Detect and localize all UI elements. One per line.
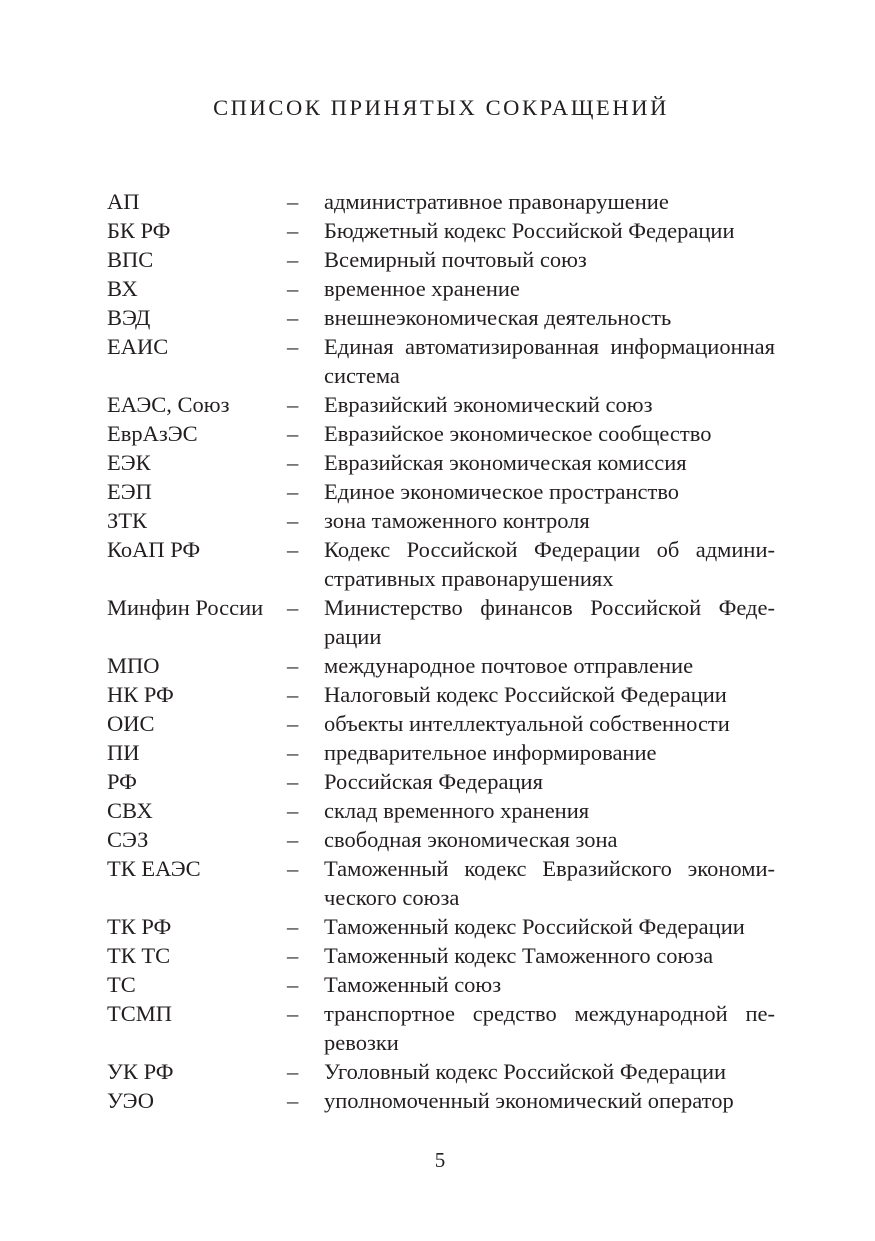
abbreviation-term: ТСМП bbox=[107, 1001, 173, 1026]
abbreviation-definition: предварительное информирование bbox=[324, 740, 657, 765]
abbreviation-term: ЗТК bbox=[107, 508, 148, 533]
abbreviation-term: ЕАИС bbox=[107, 334, 169, 359]
abbreviation-dash: – bbox=[287, 276, 299, 301]
abbreviation-dash: – bbox=[287, 711, 299, 736]
abbreviation-definition: уполномоченный экономический оператор bbox=[324, 1088, 734, 1113]
abbreviation-term: ТС bbox=[107, 972, 136, 997]
abbreviation-definition: Министерство финансов Российской Федерации bbox=[324, 595, 775, 649]
abbreviation-term: ТК РФ bbox=[107, 914, 172, 939]
abbreviation-term: БК РФ bbox=[107, 218, 171, 243]
abbreviation-definition: Таможенный кодекс Евразийского экономического союза bbox=[324, 856, 775, 910]
abbreviation-dash: – bbox=[287, 247, 299, 272]
abbreviation-term: ЕЭК bbox=[107, 450, 151, 475]
abbreviation-definition: внешнеэкономическая деятельность bbox=[324, 305, 672, 330]
abbreviation-row bbox=[107, 680, 775, 709]
abbreviation-dash: – bbox=[287, 421, 299, 446]
abbreviation-definition: Евразийский экономический союз bbox=[324, 392, 653, 417]
abbreviation-term: МПО bbox=[107, 653, 160, 678]
abbreviation-term: НК РФ bbox=[107, 682, 174, 707]
abbreviation-row bbox=[107, 274, 775, 303]
abbreviation-term: КоАП РФ bbox=[107, 537, 201, 562]
abbreviation-row bbox=[107, 796, 775, 825]
abbreviation-term: УЭО bbox=[107, 1088, 155, 1113]
abbreviation-definition: временное хранение bbox=[324, 276, 520, 301]
abbreviation-definition: Бюджетный кодекс Российской Федерации bbox=[324, 218, 735, 243]
abbreviation-row bbox=[107, 187, 775, 216]
abbreviation-term: СЭЗ bbox=[107, 827, 149, 852]
abbreviation-row bbox=[107, 970, 775, 999]
abbreviation-dash: – bbox=[287, 595, 299, 620]
abbreviation-term: СВХ bbox=[107, 798, 153, 823]
abbreviation-definition: Таможенный союз bbox=[324, 972, 502, 997]
abbreviation-row bbox=[107, 506, 775, 535]
abbreviation-term: ВПС bbox=[107, 247, 154, 272]
abbreviation-definition: транспортное средство международной перевозки bbox=[324, 1001, 775, 1055]
abbreviation-dash: – bbox=[287, 914, 299, 939]
abbreviation-dash: – bbox=[287, 537, 299, 562]
abbreviation-row bbox=[107, 825, 775, 854]
abbreviation-definition: Евразийская экономическая комиссия bbox=[324, 450, 687, 475]
abbreviation-dash: – bbox=[287, 1001, 299, 1026]
abbreviation-dash: – bbox=[287, 305, 299, 330]
abbreviation-dash: – bbox=[287, 334, 299, 359]
abbreviation-dash: – bbox=[287, 798, 299, 823]
abbreviation-row bbox=[107, 419, 775, 448]
abbreviation-list bbox=[107, 187, 775, 1115]
abbreviation-row bbox=[107, 1057, 775, 1086]
abbreviation-dash: – bbox=[287, 189, 299, 214]
abbreviation-term: ТК ТС bbox=[107, 943, 171, 968]
abbreviation-term: ЕЭП bbox=[107, 479, 152, 504]
abbreviation-definition: Кодекс Российской Федерации об административных правонарушениях bbox=[324, 537, 775, 591]
abbreviation-row bbox=[107, 912, 775, 941]
abbreviation-row bbox=[107, 332, 775, 390]
abbreviation-row bbox=[107, 535, 775, 593]
abbreviation-term: ПИ bbox=[107, 740, 140, 765]
abbreviation-row bbox=[107, 999, 775, 1057]
abbreviation-definition: Евразийское экономическое сообщество bbox=[324, 421, 712, 446]
abbreviation-dash: – bbox=[287, 508, 299, 533]
abbreviation-dash: – bbox=[287, 972, 299, 997]
abbreviation-definition: Таможенный кодекс Таможенного союза bbox=[324, 943, 714, 968]
abbreviation-dash: – bbox=[287, 856, 299, 881]
abbreviation-term: ВХ bbox=[107, 276, 138, 301]
abbreviation-dash: – bbox=[287, 1059, 299, 1084]
abbreviation-row bbox=[107, 767, 775, 796]
abbreviation-dash: – bbox=[287, 682, 299, 707]
abbreviation-dash: – bbox=[287, 827, 299, 852]
abbreviation-dash: – bbox=[287, 392, 299, 417]
abbreviation-row bbox=[107, 709, 775, 738]
page-number: 5 bbox=[434, 1148, 446, 1172]
abbreviation-term: ЕАЭС, Союз bbox=[107, 392, 230, 417]
abbreviation-row bbox=[107, 593, 775, 651]
abbreviation-definition: Всемирный почтовый союз bbox=[324, 247, 587, 272]
abbreviation-definition: свободная экономическая зона bbox=[324, 827, 618, 852]
abbreviation-term: ТК ЕАЭС bbox=[107, 856, 201, 881]
abbreviation-definition: международное почтовое отправление bbox=[324, 653, 694, 678]
abbreviation-term: УК РФ bbox=[107, 1059, 174, 1084]
abbreviation-dash: – bbox=[287, 450, 299, 475]
abbreviation-row bbox=[107, 216, 775, 245]
abbreviation-definition: Уголовный кодекс Российской Федерации bbox=[324, 1059, 727, 1084]
abbreviation-row bbox=[107, 738, 775, 767]
abbreviation-row bbox=[107, 1086, 775, 1115]
abbreviation-dash: – bbox=[287, 943, 299, 968]
abbreviation-term: ОИС bbox=[107, 711, 155, 736]
abbreviation-definition: административное правонарушение bbox=[324, 189, 669, 214]
abbreviation-dash: – bbox=[287, 653, 299, 678]
abbreviation-row bbox=[107, 245, 775, 274]
abbreviation-definition: Таможенный кодекс Российской Федерации bbox=[324, 914, 745, 939]
abbreviation-row bbox=[107, 303, 775, 332]
abbreviation-definition: Налоговый кодекс Российской Федерации bbox=[324, 682, 727, 707]
page-title: СПИСОК ПРИНЯТЫХ СОКРАЩЕНИЙ bbox=[213, 95, 669, 120]
abbreviation-definition: объекты интеллектуальной собственности bbox=[324, 711, 730, 736]
abbreviation-term: АП bbox=[107, 189, 140, 214]
abbreviation-term: ЕврАзЭС bbox=[107, 421, 198, 446]
abbreviation-row bbox=[107, 390, 775, 419]
abbreviation-definition: склад временного хранения bbox=[324, 798, 590, 823]
abbreviation-definition: Единая автоматизированная информационная система bbox=[324, 334, 775, 388]
abbreviation-definition: Единое экономическое пространство bbox=[324, 479, 680, 504]
abbreviation-dash: – bbox=[287, 740, 299, 765]
abbreviation-row bbox=[107, 477, 775, 506]
abbreviation-definition: зона таможенного контроля bbox=[324, 508, 590, 533]
abbreviation-dash: – bbox=[287, 769, 299, 794]
abbreviation-term: РФ bbox=[107, 769, 137, 794]
abbreviation-definition: Российская Федерация bbox=[324, 769, 543, 794]
abbreviation-row bbox=[107, 941, 775, 970]
abbreviation-dash: – bbox=[287, 479, 299, 504]
abbreviation-term: ВЭД bbox=[107, 305, 151, 330]
abbreviation-dash: – bbox=[287, 1088, 299, 1113]
abbreviation-row bbox=[107, 854, 775, 912]
abbreviation-row bbox=[107, 448, 775, 477]
abbreviation-dash: – bbox=[287, 218, 299, 243]
abbreviation-row bbox=[107, 651, 775, 680]
abbreviation-term: Минфин России bbox=[107, 595, 264, 620]
